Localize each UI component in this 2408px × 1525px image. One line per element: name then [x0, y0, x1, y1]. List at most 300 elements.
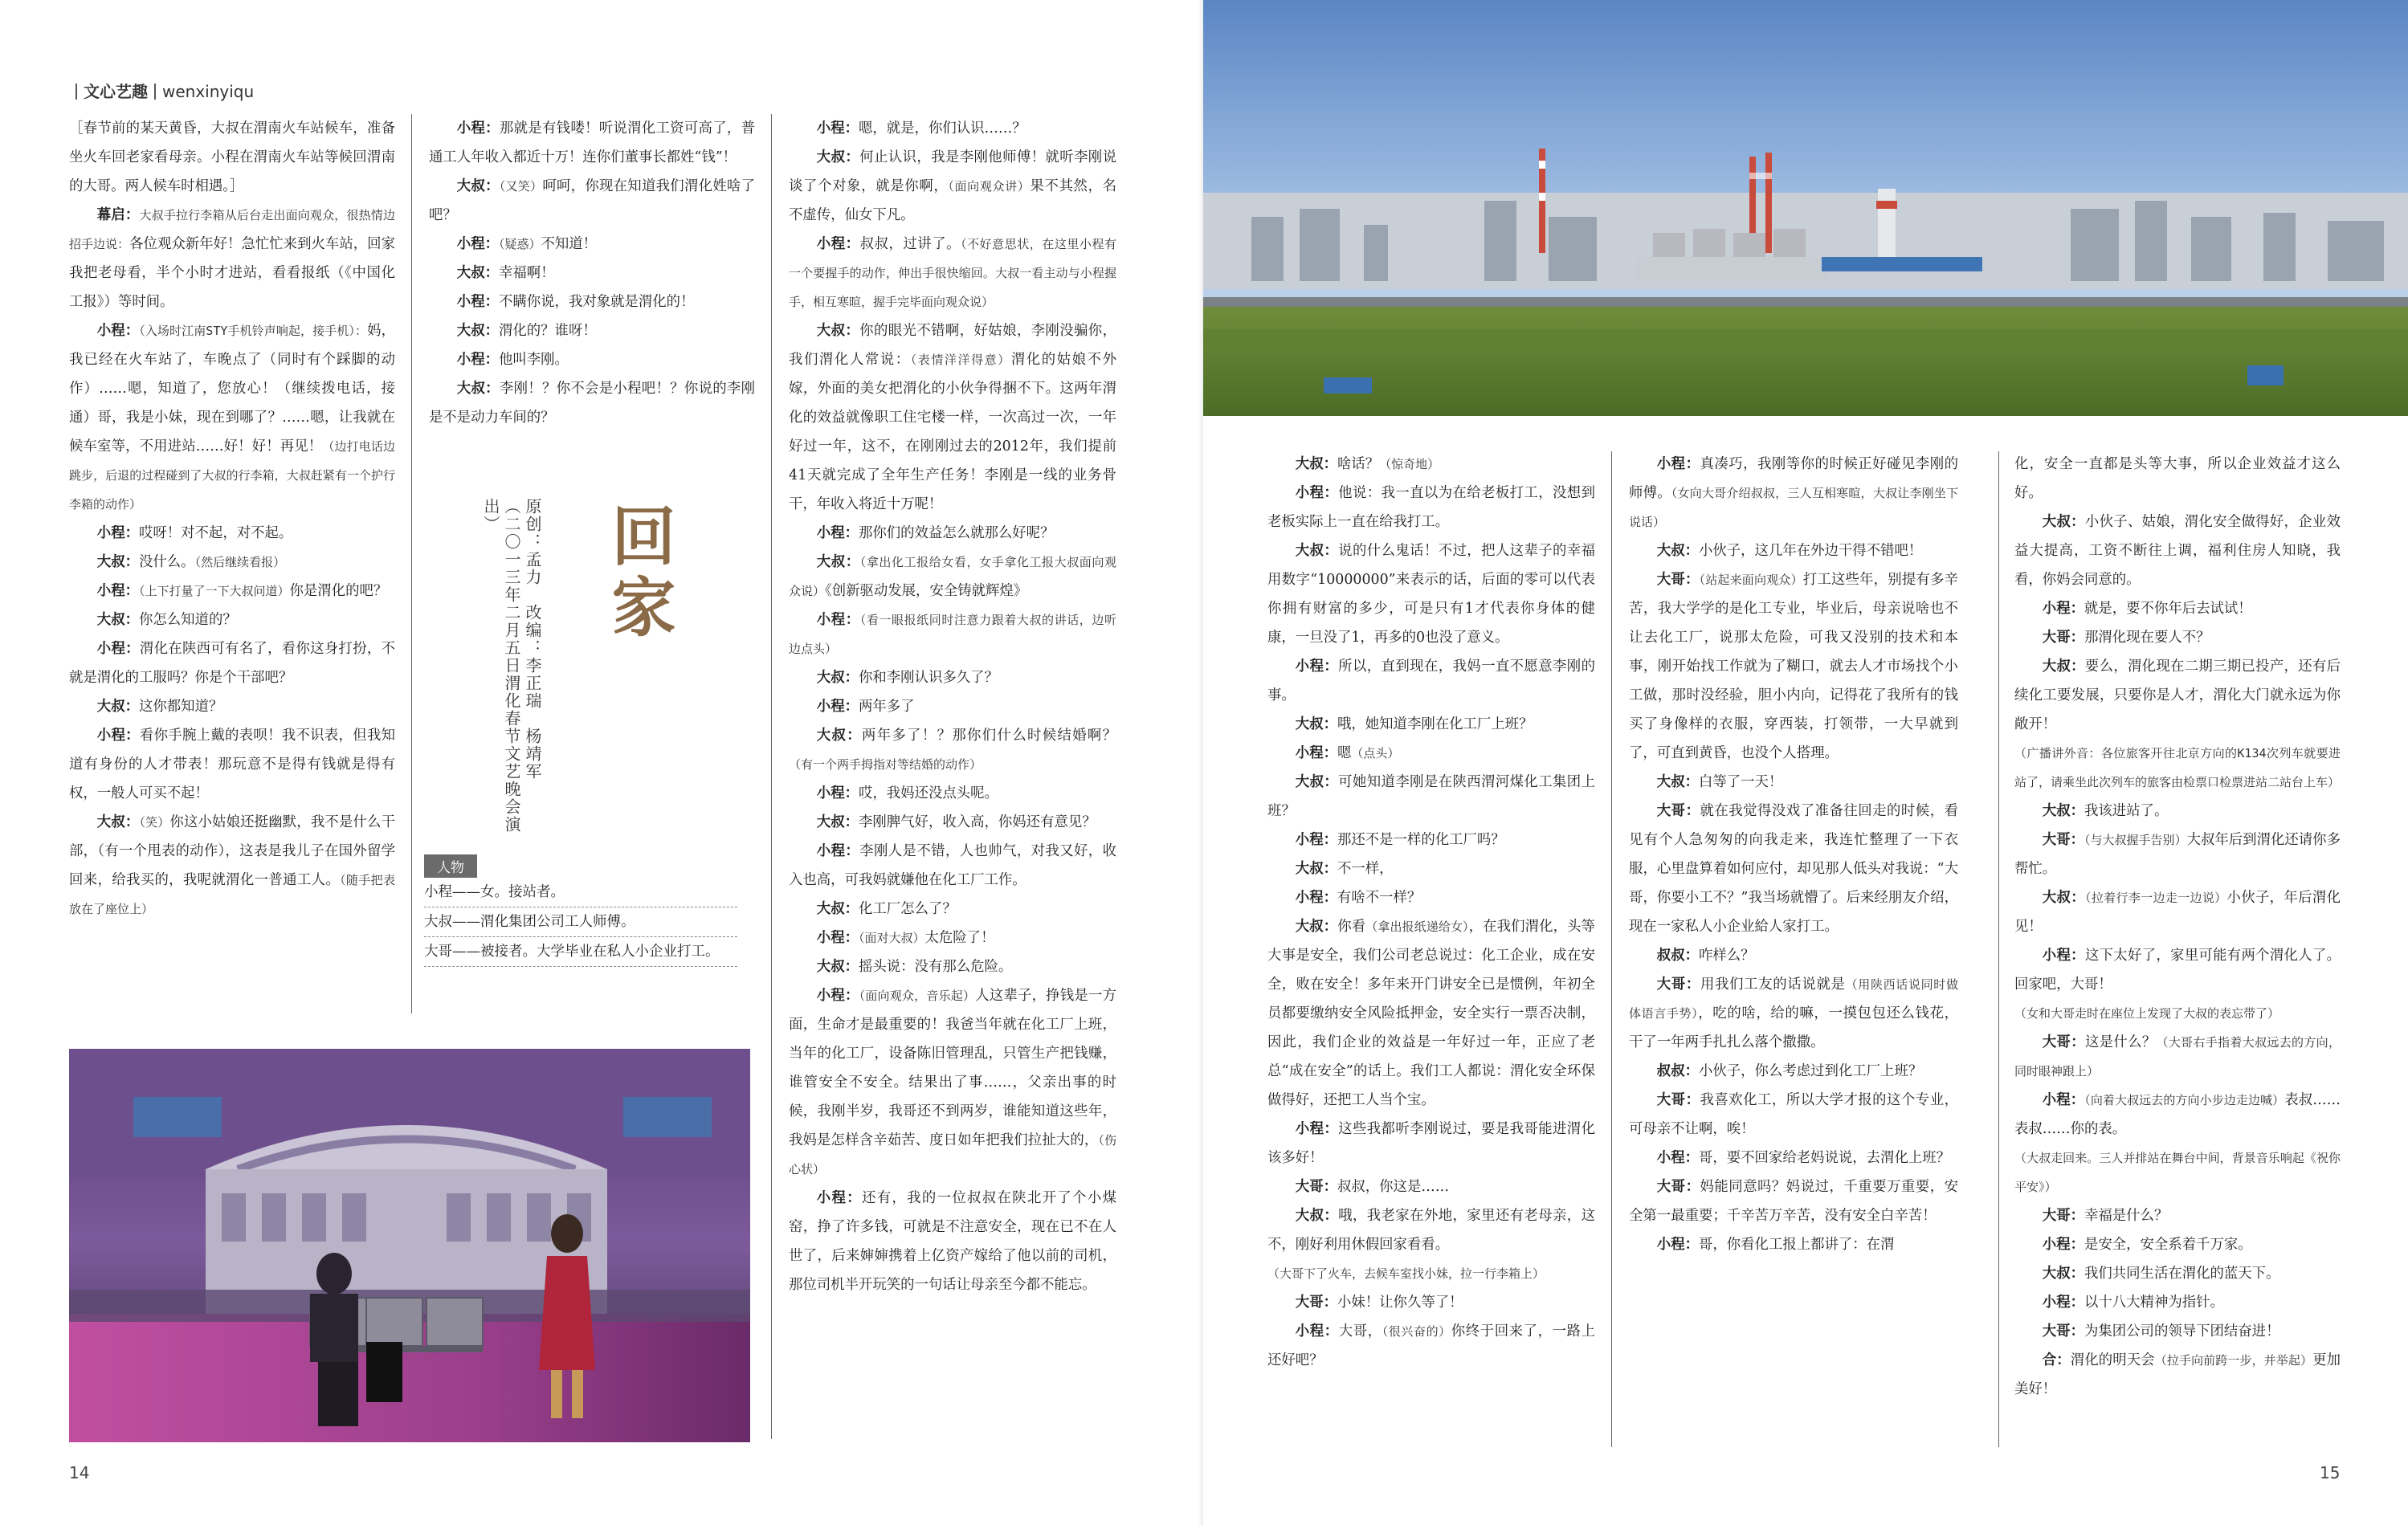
dialogue-text: 说的什么鬼话！不过，把人这辈子的幸福用数字“10000000”来表示的话，后面的零可以代表你拥有财富的多少，可是只有1才代表你身体的健康，一旦没了1，再多的0也没了意义。 — [1267, 543, 1595, 646]
dialogue-text: 幸福啊！ — [498, 265, 555, 281]
stage-direction: （与大叔握手告别） — [2084, 833, 2187, 847]
stage-direction: （很兴奋的） — [1382, 1324, 1451, 1339]
stage-direction: （不好意思状，在这里小程有一个要握手的动作，伸出手很快缩回。大叔一看主动与小程握手，相互寒暄，握手完毕面向观众说） — [789, 237, 1116, 309]
speaker-name: 大叔： — [816, 901, 859, 917]
speaker-name: 大叔： — [1656, 774, 1699, 790]
column-divider — [411, 114, 412, 1013]
speaker-name: 小程： — [456, 352, 499, 368]
dialogue-line — [1267, 912, 1595, 1115]
dialogue-text: 渭化的？谁呀！ — [498, 323, 597, 339]
stage-direction: （入场时江南STY手机铃声响起，接手机）： — [139, 324, 368, 338]
column-divider — [771, 114, 772, 1439]
speaker-name: 叔叔： — [1656, 948, 1699, 964]
dialogue-line — [2014, 594, 2341, 623]
play-title: 回家 — [601, 503, 676, 644]
speaker-name: 大叔： — [816, 814, 859, 830]
speaker-name: 小程： — [1656, 456, 1700, 472]
title-block — [480, 498, 721, 851]
dialogue-line — [789, 952, 1116, 981]
speaker-name: 小程： — [1295, 1121, 1339, 1137]
dialogue-text: ，吃的啥，给的嘛，一摸包包还么钱花，干了一年两手扎扎么落个撒撒。 — [1629, 1005, 1958, 1050]
dialogue-line — [1267, 652, 1595, 710]
speaker-name: 大哥： — [1656, 1092, 1700, 1108]
dialogue-line — [429, 316, 755, 345]
dialogue-line — [789, 837, 1116, 895]
dialogue-text: 没什么。 — [138, 554, 195, 570]
dialogue-text: 妈，我已经在火车站了，车晚点了（同时有个踩脚的动作）……嗯，知道了，您放心！（继续拨电话，接通）哥，我是小妹，现在到哪了？……嗯，让我就在候车室等，不用进站……好！好！再见！ — [69, 323, 395, 455]
speaker-name: 大哥： — [1656, 977, 1700, 993]
dialogue-line — [429, 114, 755, 172]
speaker-name: 大叔： — [816, 323, 860, 339]
dialogue-text: 他说：我一直以为在给老板打工，没想到老板实际上一直在给我打工。 — [1267, 485, 1595, 530]
dialogue-line — [2014, 739, 2341, 797]
speaker-name: 小程： — [1295, 485, 1339, 501]
plant-photo-image — [1203, 0, 2408, 416]
dialogue-text: 要么，渭化现在二期三期已投产，还有后续化工要发展，只要你是人才，渭化大门就永远为你敞开！ — [2014, 659, 2341, 732]
stage-direction: （大叔走回来。三人并排站在舞台中间，背景音乐响起《祝你平安》） — [2014, 1151, 2341, 1194]
dialogue-text: 他叫李刚。 — [498, 352, 569, 368]
dialogue-text: 用我们工友的话说就是 — [1700, 977, 1846, 993]
speaker-name: 小程： — [1295, 832, 1337, 848]
stage-direction: （用陕西话说同时做体语言手势） — [1629, 977, 1958, 1021]
page-number-left: 14 — [69, 1463, 90, 1482]
speaker-name: 小程： — [1295, 745, 1337, 761]
dialogue-text: 那还不是一样的化工厂吗？ — [1337, 832, 1505, 848]
stage-direction: （站起来面向观众） — [1699, 573, 1803, 587]
speaker-name: 小程： — [96, 525, 139, 541]
dialogue-text: 你这小姑娘还挺幽默，我不是什么干部，（有一个甩表的动作），这表是我儿子在国外留学回来，给我买的，我呢就渭化一普通工人。 — [69, 814, 395, 888]
dialogue-text: 咋样么？ — [1698, 948, 1755, 964]
dialogue-line — [69, 519, 395, 548]
speaker-name: 大哥： — [2042, 1034, 2085, 1050]
speaker-name: 小程： — [456, 120, 500, 137]
dialogue-text: 是安全，安全系着千万家。 — [2084, 1237, 2252, 1253]
page-number-right: 15 — [2320, 1463, 2341, 1482]
stage-direction: 大叔手拉行李箱从后台走出面向观众，很热情边招手边说： — [69, 208, 395, 251]
dialogue-line — [69, 634, 395, 692]
stage-direction: （面对大叔） — [858, 931, 925, 945]
dialogue-text: 呵呵，你现在知道我们渭化姓啥了吧？ — [429, 178, 755, 223]
dialogue-text: 这些我都听李刚说过，要是我哥能进渭化该多好！ — [1267, 1121, 1595, 1166]
dialogue-text: 大叔年后到渭化还请你多帮忙。 — [2014, 832, 2341, 877]
dialogue-text: 小伙子，你么考虑过到化工厂上班？ — [1698, 1063, 1923, 1079]
speaker-name: 大叔： — [1295, 716, 1337, 732]
dialogue-line — [69, 721, 395, 808]
speaker-name: 大哥： — [1295, 1295, 1337, 1311]
dialogue-text: 叔叔，过讲了。 — [859, 236, 961, 252]
speaker-name: 大叔： — [96, 612, 139, 628]
speaker-name: 合： — [2042, 1352, 2071, 1368]
cast-list — [424, 854, 737, 967]
stage-direction: （广播讲外音：各位旅客开往北京方向的K134次列车就要进站了，请乘坐此次列车的旅客由检票口检票进站二站台上车） — [2014, 746, 2341, 789]
dialogue-line — [1629, 1086, 1958, 1144]
text-column-1 — [69, 114, 395, 1028]
stage-direction: （看一眼报纸同时注意力跟着大叔的讲话，边听边点头） — [789, 613, 1116, 656]
speaker-name: 小程： — [816, 699, 859, 715]
dialogue-text: 你是渭化的吧？ — [289, 583, 388, 599]
stage-direction: （女向大哥介绍叔叔，三人互相寒暄，大叔让李刚坐下说话） — [1629, 486, 1958, 529]
dialogue-line — [789, 548, 1116, 606]
stage-direction: （面向观众，音乐起） — [859, 989, 976, 1003]
dialogue-text: 你怎么知道的？ — [138, 612, 237, 628]
speaker-name: 大哥： — [1656, 803, 1700, 819]
speaker-name: 大叔： — [456, 265, 499, 281]
dialogue-line — [69, 316, 395, 519]
dialogue-text: 不瞒你说，我对象就是渭化的！ — [498, 294, 695, 310]
speaker-name: 小程： — [456, 236, 499, 252]
dialogue-text: 化，安全一直都是头等大事，所以企业效益才这么好。 — [2014, 456, 2341, 501]
speaker-name: 大叔： — [1295, 456, 1337, 472]
dialogue-text: 有啥不一样？ — [1337, 890, 1422, 906]
dialogue-line — [1267, 826, 1595, 854]
speaker-name: 大叔： — [456, 381, 500, 397]
dialogue-line — [2014, 1028, 2341, 1086]
dialogue-text: 李刚！？你不会是小程吧！？你说的李刚是不是动力车间的？ — [429, 381, 755, 426]
speaker-name: 大哥： — [2042, 630, 2084, 646]
speaker-name: 小程： — [456, 294, 499, 310]
dialogue-text: 幸福是什么？ — [2084, 1208, 2169, 1224]
cast-item: 大哥——被接者。大学毕业在私人小企业打工。 — [424, 937, 737, 967]
cast-item: 小程——女。接站者。 — [424, 878, 737, 907]
speaker-name: 大叔： — [456, 178, 500, 194]
stage-direction: （随手把表放在了座位上） — [69, 873, 395, 916]
dialogue-text: 为集团公司的领导下团结奋进！ — [2084, 1323, 2280, 1339]
dialogue-line — [2014, 1346, 2341, 1404]
dialogue-text: ，在我们渭化，头等大事是安全，我们公司老总说过：化工企业，成在安全，败在安全！多年来开门讲安全已是惯例，年初全员都要缴纳安全风险抵押金，安全实行一票否决制，因此，我们企业的效益是一年好过一年，正应了老总“成在安全”的话上。我们工人都说：渭化安全环保做得好，还把工人当个宝。 — [1267, 919, 1595, 1108]
speaker-name: 大叔： — [816, 670, 859, 686]
dialogue-line — [69, 548, 395, 577]
dialogue-text: 打工这些年，别提有多辛苦，我大学学的是化工专业，毕业后，母亲说啥也不让去化工厂，说那太危险，可我又没别的技术和本事，刚开始找工作就为了糊口，就去人才市场找个小工做，那时没经验，胆小内向，记得花了我所有的钱买了身像样的衣服，穿西装，打领带，一大早就到了，可直到黄昏，也没个人搭理。 — [1629, 572, 1958, 761]
dialogue-text: 果不其然，名不虚传，仙女下凡。 — [789, 178, 1116, 223]
dialogue-line — [1267, 1259, 1595, 1288]
dialogue-text: 这是什么？ — [2084, 1034, 2157, 1050]
dialogue-line — [789, 143, 1116, 230]
speaker-name: 大哥： — [1656, 572, 1700, 588]
speaker-name: 大叔： — [2042, 890, 2085, 906]
text-column-4 — [1267, 450, 1595, 1454]
dialogue-text: ［春节前的某天黄昏，大叔在渭南火车站候车，准备坐火车回老家看母亲。小程在渭南火车站等候回渭南的大哥。两人候车时相遇。］ — [69, 120, 395, 194]
dialogue-line — [1267, 1317, 1595, 1375]
dialogue-text: 哦，我老家在外地，家里还有老母亲，这不，刚好利用休假回家看看。 — [1267, 1208, 1595, 1253]
dialogue-line — [1629, 768, 1958, 797]
dialogue-text: 真凑巧，我刚等你的时候正好碰见李刚的师傅。 — [1629, 456, 1958, 501]
dialogue-text: 小妹！让你久等了！ — [1337, 1295, 1463, 1311]
dialogue-text: 你看 — [1337, 919, 1366, 935]
dialogue-text: 那渭化现在要人不？ — [2084, 630, 2210, 646]
left-page — [0, 0, 1203, 1525]
dialogue-line — [2014, 1317, 2341, 1346]
stage-direction: （疑惑） — [498, 237, 541, 251]
dialogue-line — [1267, 710, 1595, 739]
speaker-name: 大哥： — [2042, 832, 2084, 848]
dialogue-line — [1629, 1172, 1958, 1230]
dialogue-line — [2014, 941, 2341, 999]
dialogue-line — [2014, 1086, 2341, 1144]
dialogue-text: 我该进站了。 — [2084, 803, 2169, 819]
dialogue-line — [789, 1184, 1116, 1299]
dialogue-text: 就在我觉得没戏了准备往回走的时候，看见有个人急匆匆的向我走来，我连忙整理了一下衣服，心里盘算着如何应付，却见那人低头对我说：“大哥，你要小工不？”我当场就懵了。后来经朋友介绍，现在一家私人小企业給人家打工。 — [1629, 803, 1958, 935]
column-divider — [1998, 451, 1999, 1447]
dialogue-text: 人这辈子，挣钱是一方面，生命才是最重要的！我爸当年就在化工厂上班，当年的化工厂，设备陈旧管理乱，只管生产把钱赚，谁管安全不安全。结果出了事……，父亲出事的时候，我刚半岁，我哥还不到两岁，谁能知道这些年，我妈是怎样含辛茹苦、度日如年把我们拉扯大的， — [789, 988, 1116, 1148]
cast-item: 大叔——渭化集团公司工人师傅。 — [424, 907, 737, 937]
speaker-name: 小程： — [1656, 1150, 1699, 1166]
dialogue-text: 渭化的明天会 — [2070, 1352, 2155, 1368]
speaker-name: 大叔： — [816, 149, 860, 165]
speaker-name: 大叔： — [816, 554, 860, 570]
dialogue-text: 妈能同意吗？妈说过，千重要万重要，安全第一最重要；千辛苦万辛苦，没有安全白辛苦！ — [1629, 1179, 1958, 1224]
speaker-name: 小程： — [2042, 1237, 2084, 1253]
dialogue-line — [1629, 1144, 1958, 1172]
dialogue-text: 《创新驱动发展，安全铸就辉煌》 — [825, 583, 1028, 599]
dialogue-text: 哎，我妈还没点头呢。 — [858, 785, 998, 801]
speaker-name: 大叔： — [96, 554, 139, 570]
dialogue-line — [2014, 652, 2341, 739]
speaker-name: 大哥： — [1295, 1179, 1337, 1195]
dialogue-line — [1267, 883, 1595, 912]
dialogue-text: 摇头说：没有那么危险。 — [858, 959, 1013, 975]
speaker-name: 小程： — [96, 323, 140, 339]
dialogue-line — [69, 114, 395, 201]
dialogue-line — [789, 316, 1116, 519]
speaker-name: 小程： — [816, 525, 859, 541]
speaker-name: 小程： — [2042, 1295, 2084, 1311]
speaker-name: 小程： — [1656, 1237, 1699, 1253]
stage-photo-image — [69, 1049, 750, 1442]
dialogue-line — [2014, 1259, 2341, 1288]
speaker-name: 大叔： — [1295, 1208, 1339, 1224]
dialogue-line — [69, 808, 395, 924]
text-column-3 — [789, 114, 1116, 1447]
stage-direction: （伤心状） — [789, 1133, 1116, 1176]
dialogue-line — [2014, 1230, 2341, 1259]
dialogue-text: 哦，她知道李刚在化工厂上班？ — [1337, 716, 1533, 732]
dialogue-line — [429, 374, 755, 432]
dialogue-text: 你和李刚认识多久了？ — [858, 670, 998, 686]
stage-direction: （笑） — [139, 815, 170, 830]
speaker-name: 大叔： — [816, 959, 859, 975]
column-divider — [1611, 451, 1612, 1447]
plant-photo — [1203, 0, 2408, 416]
dialogue-text: 白等了一天！ — [1698, 774, 1783, 790]
stage-direction: （拿出报纸递给女） — [1365, 919, 1469, 934]
text-column-5 — [1629, 450, 1958, 1454]
dialogue-line — [1267, 768, 1595, 826]
speaker-name: 小程： — [816, 930, 859, 946]
dialogue-text: 表叔……表叔……你的表。 — [2014, 1092, 2341, 1137]
dialogue-line — [789, 114, 1116, 143]
speaker-name: 大叔： — [2042, 803, 2084, 819]
stage-direction: （大哥右手指着大叔远去的方向，同时眼神跟上） — [2014, 1035, 2341, 1079]
stage-direction: （有一个两手拇指对等结婚的动作） — [789, 757, 982, 772]
dialogue-text: 不一样， — [1337, 861, 1394, 877]
dialogue-text: 可她知道李刚是在陕西渭河煤化工集团上班？ — [1267, 774, 1595, 819]
dialogue-line — [2014, 797, 2341, 826]
dialogue-line — [789, 721, 1116, 779]
dialogue-line — [2014, 826, 2341, 883]
dialogue-line — [789, 808, 1116, 837]
cast-tag: 人物 — [424, 854, 477, 878]
speaker-name: 大哥： — [2042, 1323, 2084, 1339]
dialogue-line — [69, 577, 395, 606]
speaker-name: 大叔： — [2042, 514, 2085, 530]
speaker-name: 大哥： — [1656, 1179, 1700, 1195]
dialogue-line — [1267, 1115, 1595, 1172]
dialogue-text: 看你手腕上戴的表呗！我不识表，但我知道有身份的人才带表！那玩意不是得有钱就是得有权，一般人可买不起！ — [69, 728, 395, 801]
speaker-name: 大叔： — [1295, 861, 1337, 877]
dialogue-text: 叔叔，你这是…… — [1337, 1179, 1450, 1195]
stage-direction: （面向观众讲） — [948, 179, 1031, 194]
speaker-name: 小程： — [96, 728, 140, 744]
dialogue-line — [1629, 970, 1958, 1057]
dialogue-line — [69, 606, 395, 634]
speaker-name: 小程： — [816, 988, 859, 1004]
speaker-name: 大叔： — [2042, 659, 2085, 675]
dialogue-line — [1267, 739, 1595, 768]
stage-direction: （点头） — [1351, 746, 1400, 760]
dialogue-line — [2014, 1144, 2341, 1201]
dialogue-text: 太危险了！ — [924, 930, 995, 946]
dialogue-text: 嗯 — [1337, 745, 1352, 761]
dialogue-line — [789, 663, 1116, 692]
speaker-name: 幕启： — [96, 207, 140, 223]
dialogue-line — [2014, 883, 2341, 941]
dialogue-text: 那你们的效益怎么就那么好呢？ — [858, 525, 1055, 541]
dialogue-text: 我们共同生活在渭化的蓝天下。 — [2084, 1266, 2280, 1282]
dialogue-text: 所以，直到现在，我妈一直不愿意李刚的事。 — [1267, 659, 1595, 703]
dialogue-text: 渭化的姑娘不外嫁，外面的美女把渭化的小伙争得捆不下。这两年渭化的效益就像职工住宅楼一样，一次高过一次，一年好过一年，这不，在刚刚过去的2012年，我们提前41天就完成了全年生产任务！李刚是一线的业务骨干，年收入将近十万呢！ — [789, 352, 1116, 512]
speaker-name: 小程： — [816, 612, 860, 628]
dialogue-line — [789, 924, 1116, 952]
stage-direction: （拿出化工报给女看，女手拿化工报大叔面向观众说） — [789, 555, 1116, 598]
speaker-name: 小程： — [2042, 948, 2085, 964]
dialogue-line — [1629, 1057, 1958, 1086]
speaker-name: 大叔： — [2042, 1266, 2084, 1282]
dialogue-line — [2014, 1201, 2341, 1230]
dialogue-line — [789, 692, 1116, 721]
dialogue-line — [2014, 999, 2341, 1028]
credit-line: （二〇一三年二月五日渭化春节文艺晚会演出） — [481, 498, 521, 834]
dialogue-line — [2014, 623, 2341, 652]
stage-direction: （又笑） — [499, 179, 543, 194]
dialogue-line — [1629, 450, 1958, 536]
dialogue-text: 这下太好了，家里可能有两个渭化人了。回家吧，大哥！ — [2014, 948, 2341, 993]
speaker-name: 小程： — [816, 1190, 862, 1206]
section-title: 文心艺趣 — [84, 82, 148, 101]
dialogue-text: 哎呀！对不起，对不起。 — [138, 525, 293, 541]
header-bar — [76, 84, 77, 100]
dialogue-line — [429, 230, 755, 259]
speaker-name: 大叔： — [816, 728, 862, 744]
dialogue-text: 小伙子，年后渭化见！ — [2014, 890, 2341, 935]
dialogue-text: 你的眼光不错啊，好姑娘，李刚没骗你，我们渭化人常说： — [789, 323, 1116, 368]
dialogue-line — [429, 345, 755, 374]
right-page — [1203, 0, 2408, 1525]
dialogue-text: 更加美好！ — [2014, 1352, 2341, 1397]
dialogue-text: 两年多了！？那你们什么时候结婚啊？ — [861, 728, 1116, 744]
dialogue-text: 化工厂怎么了？ — [858, 901, 957, 917]
speaker-name: 大叔： — [456, 323, 499, 339]
speaker-name: 小程： — [2042, 1092, 2085, 1108]
play-credits — [480, 498, 543, 835]
speaker-name: 大哥： — [2042, 1208, 2084, 1224]
section-title-en: wenxinyiqu — [162, 82, 255, 101]
stage-direction: （大哥下了火车，去候车室找小妹，拉一行李箱上） — [1267, 1266, 1545, 1281]
dialogue-line — [1267, 1288, 1595, 1317]
dialogue-text: 小伙子，这几年在外边干得不错吧！ — [1698, 543, 1923, 559]
dialogue-text: 两年多了 — [858, 699, 915, 715]
dialogue-text: 李刚脾气好，收入高，你妈还有意见？ — [858, 814, 1096, 830]
stage-direction: （边打电话边跳步，后退的过程碰到了大叔的行李箱，大叔赶紧有一个护行李箱的动作） — [69, 439, 395, 512]
speaker-name: 小程： — [1295, 659, 1339, 675]
speaker-name: 大叔： — [1295, 919, 1338, 935]
dialogue-line — [1267, 536, 1595, 652]
speaker-name: 大叔： — [96, 699, 139, 715]
text-column-6 — [2014, 450, 2341, 1454]
dialogue-text: 哥，你看化工报上都讲了：在渭 — [1698, 1237, 1895, 1253]
stage-direction: （上下打量了一下大叔问道） — [138, 584, 290, 598]
dialogue-line — [1629, 797, 1958, 941]
dialogue-text: 我喜欢化工，所以大学才报的这个专业，可母亲不让啊，唉！ — [1629, 1092, 1958, 1137]
dialogue-text: 渭化在陕西可有名了，看你这身打扮，不就是渭化的工服吗？你是个干部吧？ — [69, 641, 395, 686]
dialogue-text: 就是，要不你年后去试试！ — [2084, 601, 2252, 617]
dialogue-line — [1267, 479, 1595, 536]
speaker-name: 小程： — [96, 641, 140, 657]
speaker-name: 小程： — [1295, 890, 1337, 906]
dialogue-line — [69, 692, 395, 721]
dialogue-line — [1267, 1172, 1595, 1201]
dialogue-line — [789, 519, 1116, 548]
speaker-name: 叔叔： — [1656, 1063, 1699, 1079]
dialogue-text: 还有，我的一位叔叔在陕北开了个小煤窑，挣了许多钱，可就是不注意安全，现在已不在人世了，后来婶婶携着上亿资产嫁给了他以前的司机，那位司机半开玩笑的一句话让母亲至今都不能忘。 — [789, 1190, 1116, 1293]
dialogue-line — [1629, 1230, 1958, 1259]
stage-direction: （惊奇地） — [1379, 457, 1440, 471]
dialogue-line — [789, 779, 1116, 808]
speaker-name: 大叔： — [1295, 543, 1339, 559]
dialogue-line — [2014, 450, 2341, 508]
dialogue-line — [789, 981, 1116, 1184]
dialogue-line — [429, 172, 755, 230]
stage-photo — [69, 1049, 750, 1442]
section-header — [69, 79, 254, 102]
dialogue-line — [789, 230, 1116, 316]
dialogue-text: 李刚人是不错，人也帅气，对我又好，收入也高，可我妈就嫌他在化工厂工作。 — [789, 843, 1116, 888]
dialogue-text: 各位观众新年好！急忙忙来到火车站，回家我把老母看，半个小时才进站，看看报纸（《中国化工报》）等时间。 — [69, 236, 395, 310]
dialogue-line — [2014, 508, 2341, 594]
stage-direction: （拉手向前跨一步，并举起） — [2154, 1353, 2313, 1368]
stage-direction: （表情洋洋得意） — [910, 353, 1011, 367]
credit-line: 原创：孟力 改编：李正瑞 杨靖军 — [523, 498, 542, 781]
header-bar — [154, 84, 156, 100]
dialogue-line — [429, 259, 755, 287]
speaker-name: 大叔： — [96, 814, 140, 830]
dialogue-text: 大哥， — [1338, 1323, 1382, 1339]
speaker-name: 小程： — [816, 120, 859, 137]
speaker-name: 小程： — [2042, 601, 2084, 617]
dialogue-line — [1629, 565, 1958, 768]
dialogue-text: 你终于回来了，一路上还好吧？ — [1267, 1323, 1595, 1368]
dialogue-text: 这你都知道？ — [138, 699, 223, 715]
dialogue-line — [2014, 1288, 2341, 1317]
dialogue-text: 不知道！ — [541, 236, 598, 252]
dialogue-text: 何止认识，我是李刚他师傅！就听李刚说谈了个对象，就是你啊， — [789, 149, 1116, 194]
speaker-name: 小程： — [96, 583, 139, 599]
dialogue-line — [1629, 941, 1958, 970]
dialogue-text: 小伙子、姑娘，渭化安全做得好，企业效益大提高，工资不断往上调，福利住房人知晓，我看，你妈会同意的。 — [2014, 514, 2341, 588]
text-column-2 — [429, 114, 755, 467]
stage-direction: （女和大哥走时在座位上发现了大叔的表忘带了） — [2014, 1006, 2280, 1021]
stage-direction: （拉着行李一边走一边说） — [2084, 891, 2227, 905]
dialogue-line — [789, 895, 1116, 924]
